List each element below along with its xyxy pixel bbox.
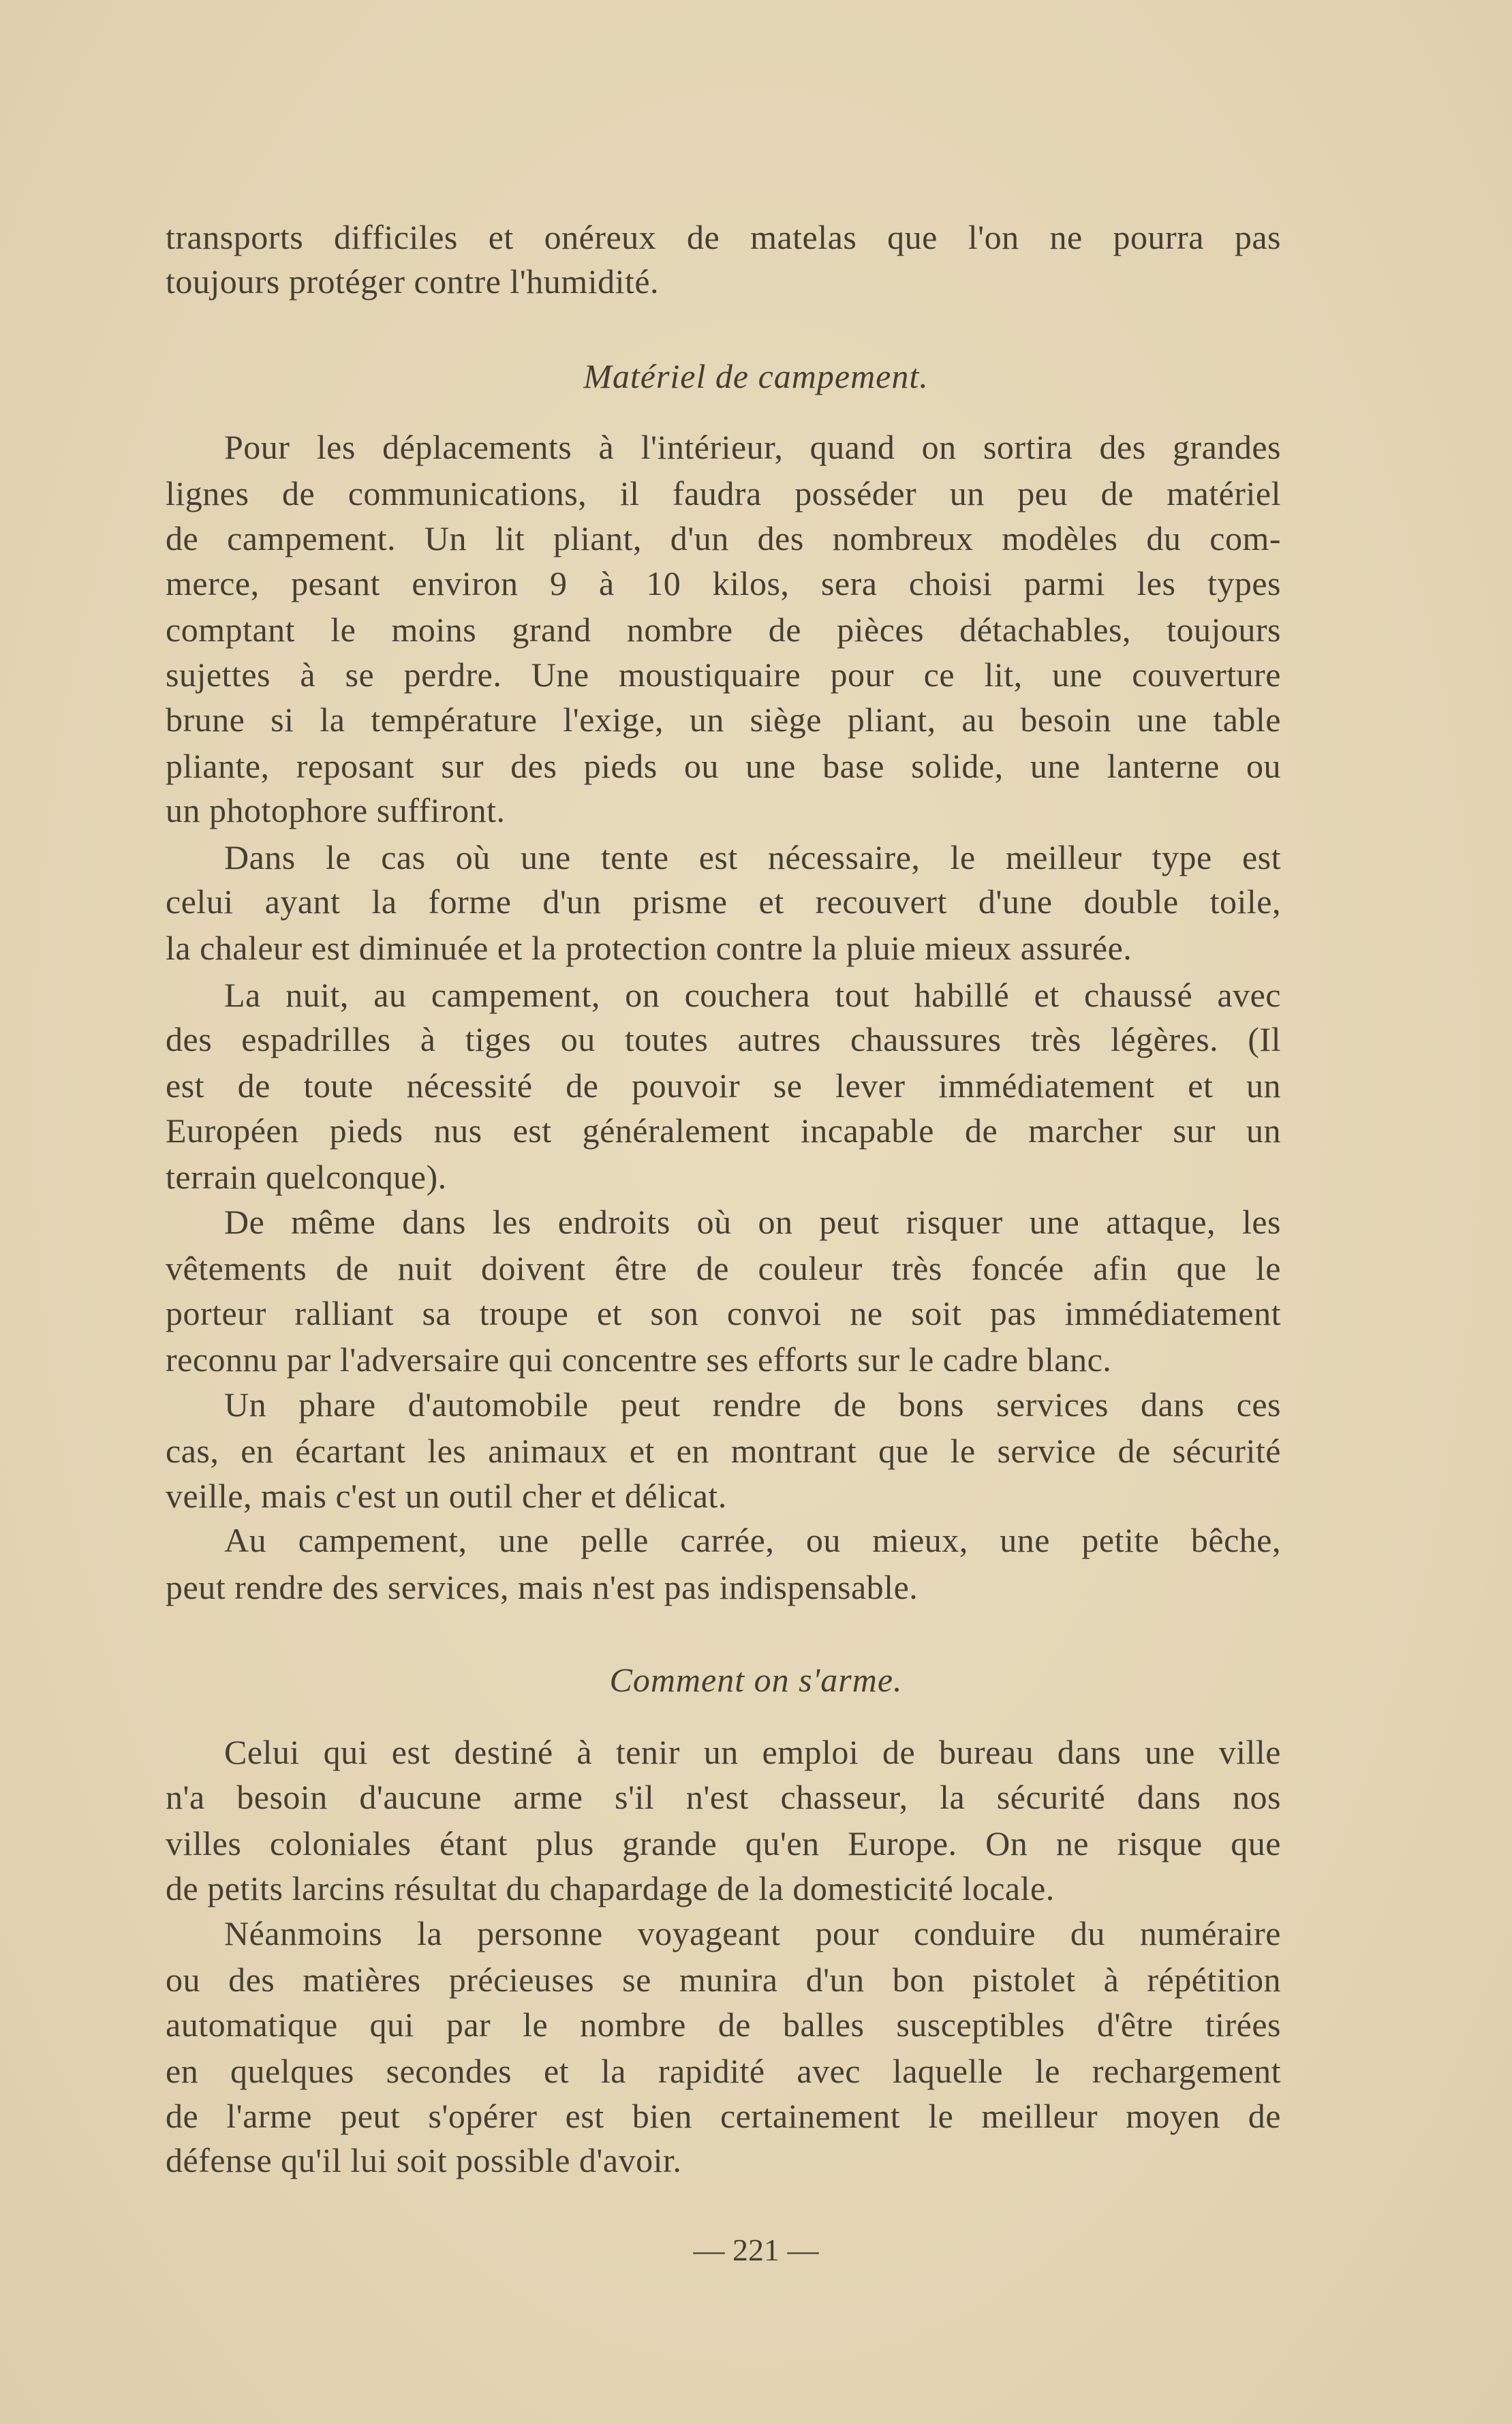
paragraph-first-line: De même dans les endroits où on peut risquer une attaque, les: [224, 1203, 1281, 1241]
text-line: peut rendre des services, mais n'est pas indispensable.: [166, 1568, 919, 1606]
text-line: veille, mais c'est un outil cher et délicat.: [166, 1477, 727, 1515]
text-line: villes coloniales étant plus grande qu'en Europe. On ne risque que: [166, 1824, 1281, 1862]
text-line: comptant le moins grand nombre de pièces détachables, toujours: [166, 611, 1281, 649]
text-line: brune si la température l'exige, un siège pliant, au besoin une table: [166, 701, 1281, 739]
text-line: vêtements de nuit doivent être de couleur très foncée afin que le: [166, 1249, 1281, 1287]
section-heading: Comment on s'arme.: [609, 1661, 903, 1699]
text-line: n'a besoin d'aucune arme s'il n'est chasseur, la sécurité dans nos: [166, 1778, 1281, 1816]
text-line: de petits larcins résultat du chapardage de la domesticité locale.: [166, 1869, 1055, 1907]
text-line: la chaleur est diminuée et la protection contre la pluie mieux assurée.: [166, 929, 1132, 967]
paragraph-first-line: Celui qui est destiné à tenir un emploi de bureau dans une ville: [224, 1733, 1281, 1771]
text-line: cas, en écartant les animaux et en montrant que le service de sécurité: [166, 1432, 1281, 1470]
text-line: des espadrilles à tiges ou toutes autres chaussures très légères. (Il: [166, 1020, 1281, 1058]
text-line: de campement. Un lit pliant, d'un des nombreux modèles du com-: [166, 519, 1281, 557]
section-heading: Matériel de campement.: [583, 357, 929, 395]
page-number: — 221 —: [693, 2233, 819, 2267]
text-line: sujettes à se perdre. Une moustiquaire pour ce lit, une couverture: [166, 656, 1281, 694]
text-line: pliante, reposant sur des pieds ou une base solide, une lanterne ou: [166, 747, 1281, 785]
text-line: automatique qui par le nombre de balles susceptibles d'être tirées: [166, 2006, 1281, 2044]
paragraph-first-line: Au campement, une pelle carrée, ou mieux, une petite bêche,: [224, 1521, 1281, 1559]
text-line: terrain quelconque).: [166, 1158, 447, 1196]
text-line: de l'arme peut s'opérer est bien certainement le meilleur moyen de: [166, 2097, 1281, 2135]
text-line: reconnu par l'adversaire qui concentre ses efforts sur le cadre blanc.: [166, 1340, 1112, 1379]
paragraph-first-line: Néanmoins la personne voyageant pour conduire du numéraire: [224, 1914, 1281, 1952]
text-line: lignes de communications, il faudra posséder un peu de matériel: [166, 474, 1281, 512]
text-line: merce, pesant environ 9 à 10 kilos, sera choisi parmi les types: [166, 564, 1281, 602]
text-line: transports difficiles et onéreux de matelas que l'on ne pourra pas: [166, 218, 1281, 256]
paragraph-first-line: Un phare d'automobile peut rendre de bons services dans ces: [224, 1385, 1281, 1424]
text-line: celui ayant la forme d'un prisme et recouvert d'une double toile,: [166, 883, 1281, 921]
text-line: ou des matières précieuses se munira d'un bon pistolet à répétition: [166, 1961, 1281, 1999]
text-line: un photophore suffiront.: [166, 791, 506, 829]
text-line: toujours protéger contre l'humidité.: [166, 262, 660, 301]
paragraph-first-line: La nuit, au campement, on couchera tout habillé et chaussé avec: [224, 976, 1281, 1014]
text-line: est de toute nécessité de pouvoir se lever immédiatement et un: [166, 1067, 1281, 1105]
text-line: défense qu'il lui soit possible d'avoir.: [166, 2141, 682, 2179]
text-line: en quelques secondes et la rapidité avec laquelle le rechargement: [166, 2052, 1281, 2090]
paragraph-first-line: Dans le cas où une tente est nécessaire, le meilleur type est: [224, 838, 1281, 876]
text-line: porteur ralliant sa troupe et son convoi ne soit pas immédiatement: [166, 1294, 1281, 1332]
text-line: Européen pieds nus est généralement incapable de marcher sur un: [166, 1111, 1281, 1150]
paragraph-first-line: Pour les déplacements à l'intérieur, quand on sortira des grandes: [224, 428, 1281, 466]
